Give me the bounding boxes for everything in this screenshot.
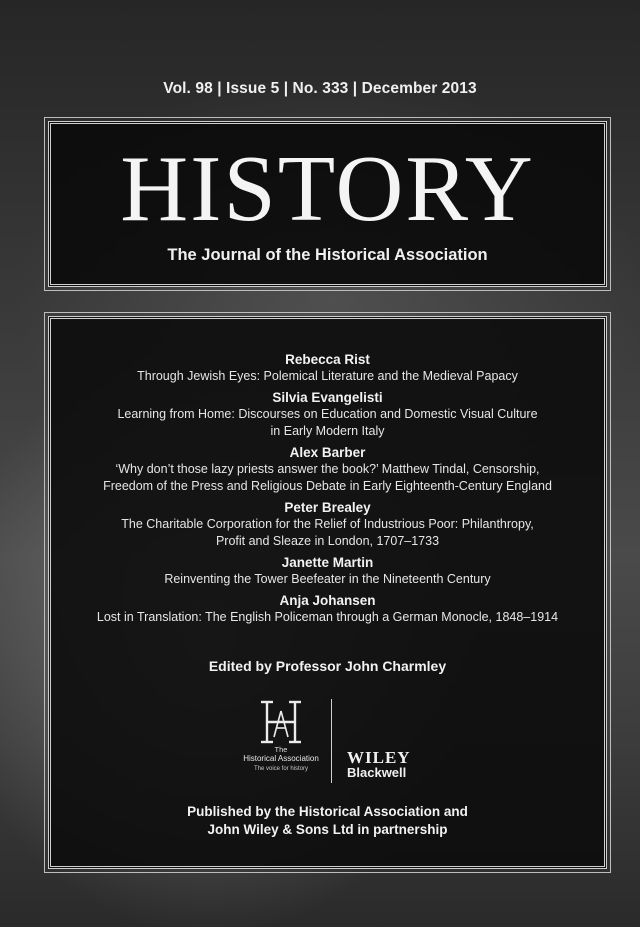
publisher-statement: [51, 803, 604, 839]
article-author: Anja Johansen: [279, 593, 376, 608]
editor-credit: Edited by Professor John Charmley: [208, 658, 447, 674]
issue-line: Vol. 98 | Issue 5 | No. 333 | December 2013: [163, 80, 477, 97]
article-title-line: Freedom of the Press and Religious Debate in Early Eighteenth-Century England: [103, 479, 552, 493]
article-title-line: in Early Modern Italy: [270, 424, 385, 438]
wiley-blackwell-logo: [347, 749, 411, 780]
blackwell-wordmark: Blackwell: [347, 765, 407, 780]
article-item: [51, 351, 604, 385]
logo-divider: [331, 699, 332, 783]
ha-logo-the: The: [274, 745, 288, 754]
masthead-box: [48, 121, 607, 287]
article-author: Janette Martin: [281, 555, 374, 570]
article-list: [51, 351, 604, 630]
article-item: [51, 554, 604, 588]
article-author: Silvia Evangelisti: [272, 390, 383, 405]
publisher-line: John Wiley & Sons Ltd in partnership: [207, 822, 448, 837]
wiley-wordmark: WILEY: [347, 748, 411, 767]
article-item: [51, 444, 604, 495]
article-title-line: ‘Why don’t those lazy priests answer the book?’ Matthew Tindal, Censorship,: [115, 462, 540, 476]
publisher-line: Published by the Historical Association and: [187, 804, 468, 819]
article-title-line: The Charitable Corporation for the Relief of Industrious Poor: Philanthropy,: [121, 517, 534, 531]
contents-box: [48, 316, 607, 869]
ha-logo-name: Historical Association: [243, 754, 319, 763]
article-author: Alex Barber: [289, 445, 366, 460]
historical-association-logo: [221, 699, 341, 785]
historical-association-mark-icon: [258, 699, 304, 745]
article-title-line: Profit and Sleaze in London, 1707–1733: [215, 534, 440, 548]
article-title-line: Learning from Home: Discourses on Education and Domestic Visual Culture: [117, 407, 538, 421]
article-item: [51, 389, 604, 440]
journal-title: HISTORY: [120, 137, 535, 241]
article-title-line: Reinventing the Tower Beefeater in the Nineteenth Century: [164, 572, 491, 586]
ha-logo-tagline: The voice for history: [253, 766, 309, 772]
article-author: Rebecca Rist: [285, 352, 370, 367]
publisher-logos: [51, 699, 604, 785]
article-title-line: Through Jewish Eyes: Polemical Literature and the Medieval Papacy: [137, 369, 518, 383]
article-author: Peter Brealey: [284, 500, 371, 515]
article-title-line: Lost in Translation: The English Policeman through a German Monocle, 1848–1914: [96, 610, 559, 624]
article-item: [51, 592, 604, 626]
journal-subtitle: The Journal of the Historical Association: [167, 246, 488, 264]
article-item: [51, 499, 604, 550]
